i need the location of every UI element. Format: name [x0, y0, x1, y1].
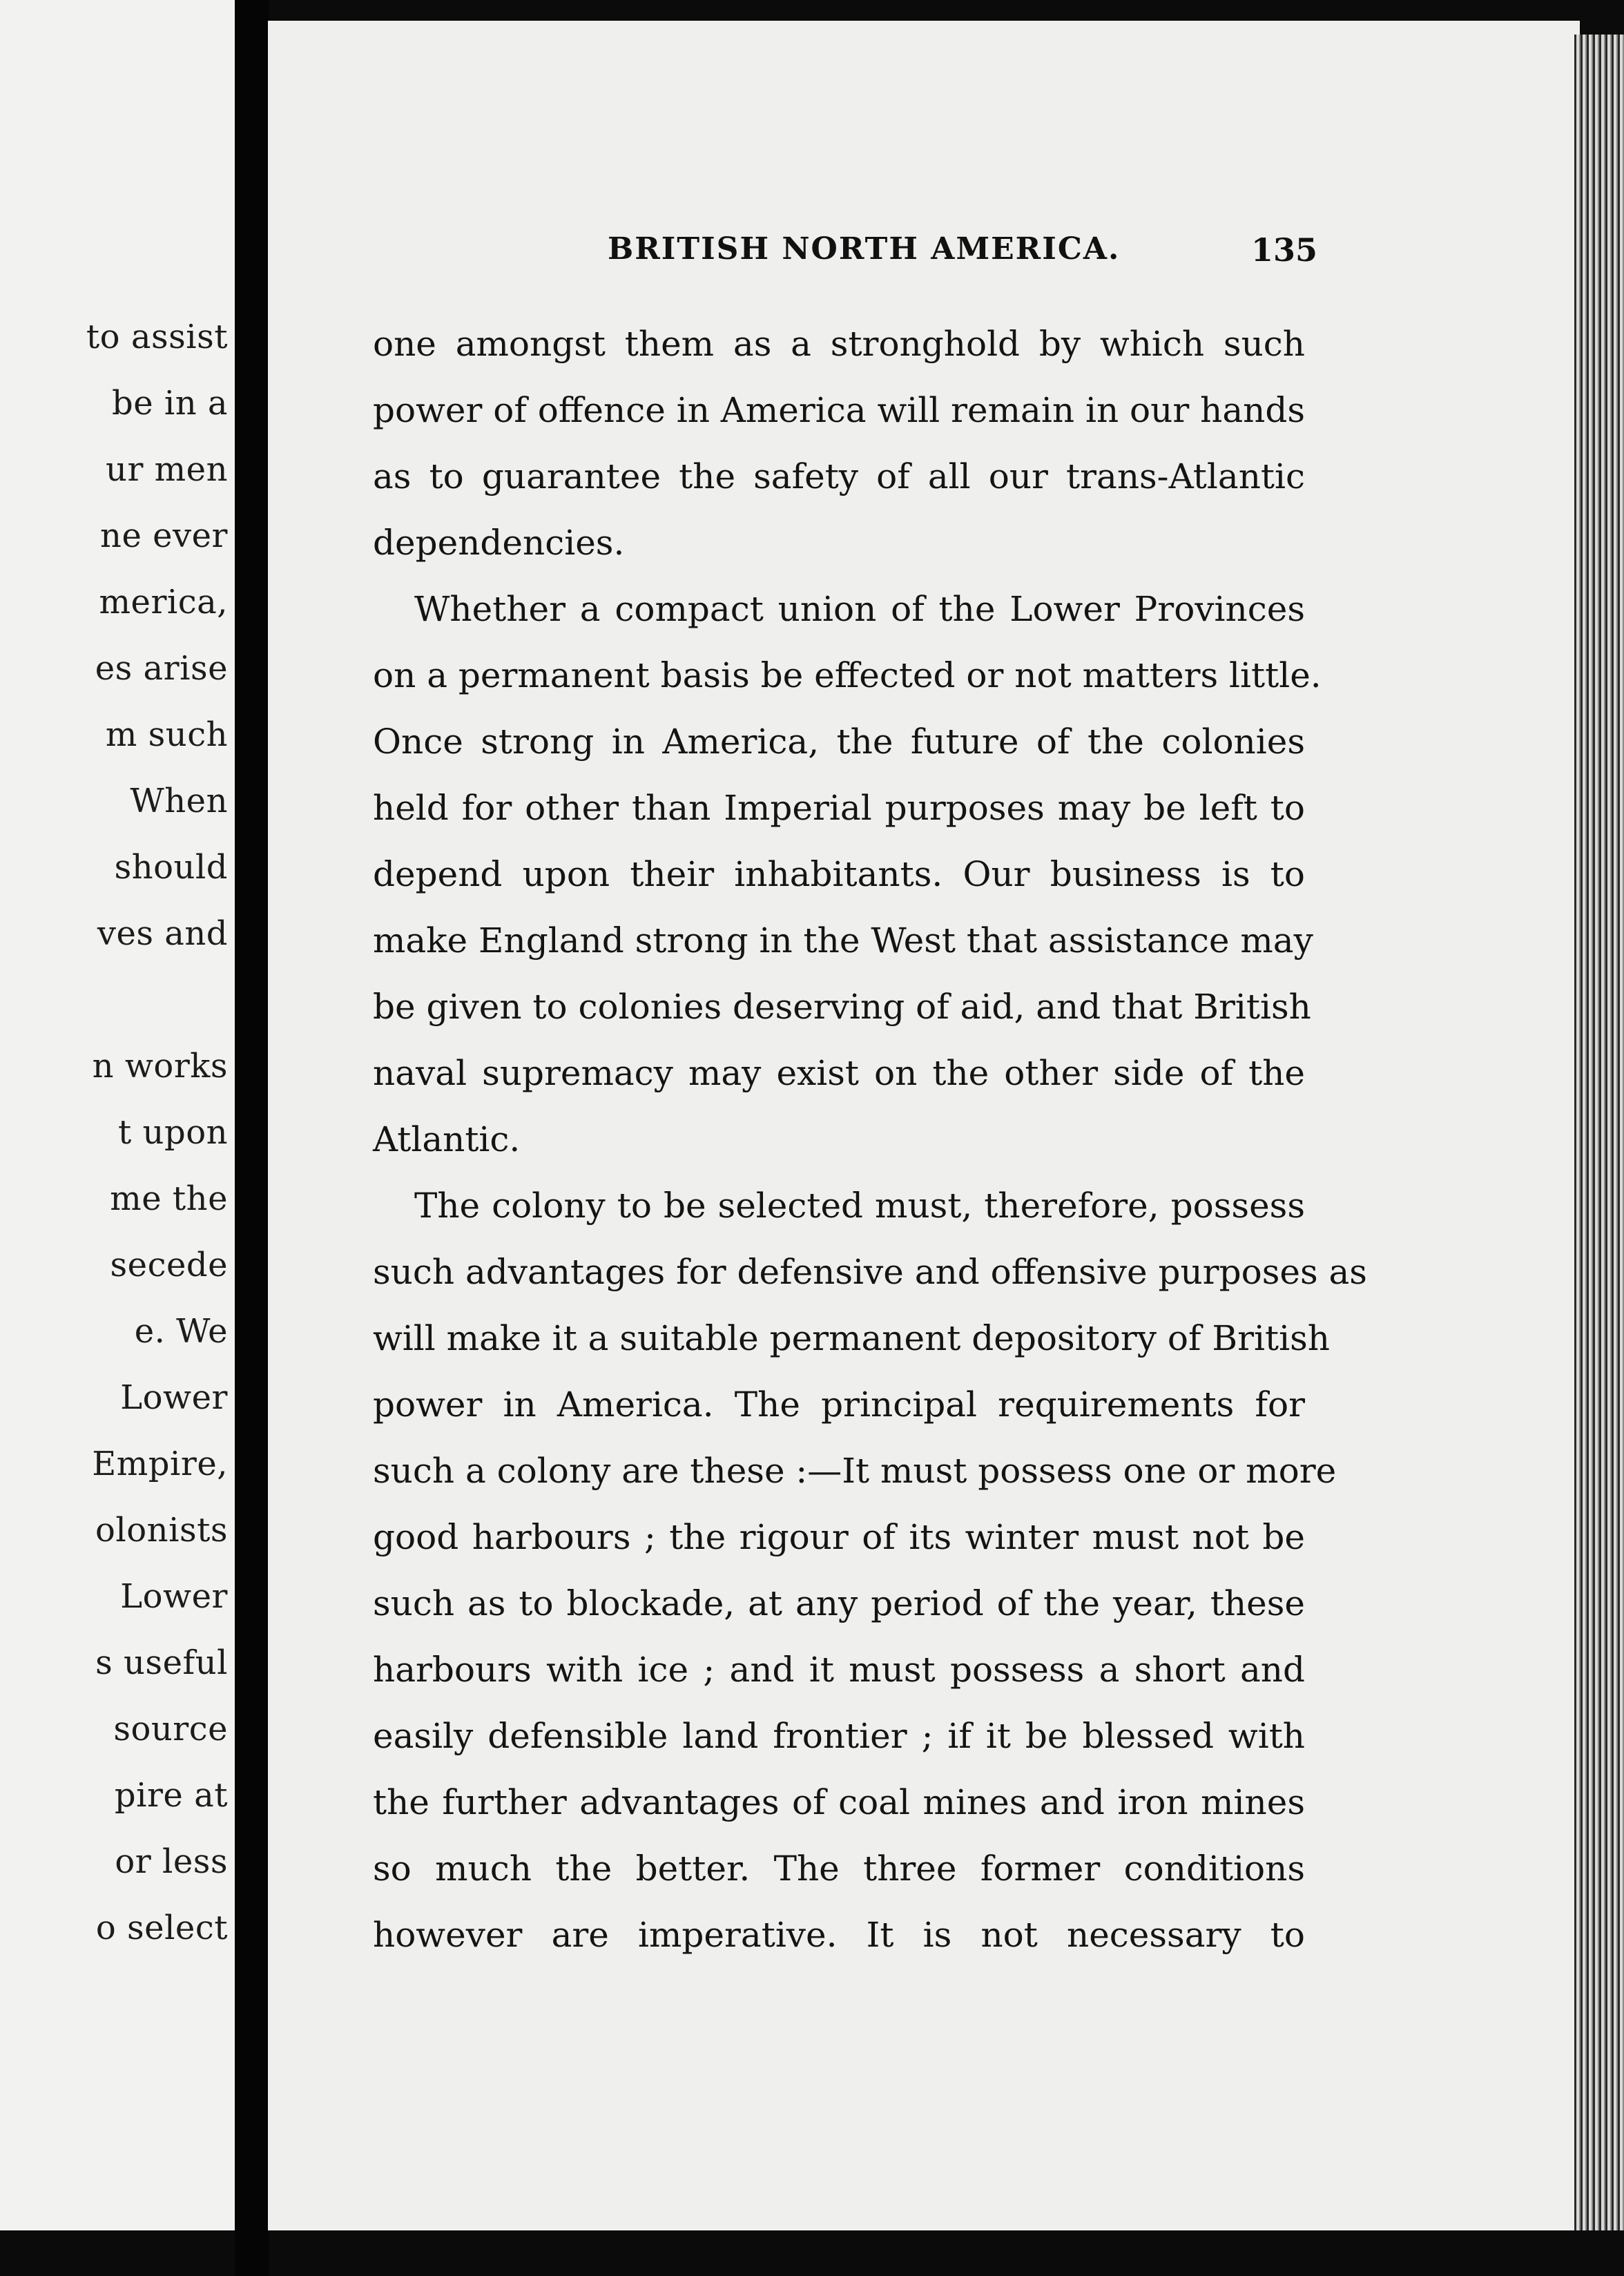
page-edges [1574, 35, 1624, 2230]
left-line: ur men [106, 450, 228, 489]
left-line: m such [105, 715, 228, 754]
text-line: naval supremacy may exist on the other side of the [373, 1053, 1305, 1093]
text-line: such as to blockade, at any period of the year, these [373, 1583, 1305, 1623]
left-page-text [86, 304, 228, 1961]
left-line: secede [110, 1246, 228, 1284]
left-line: to assist [86, 318, 228, 356]
text-line: however are imperative. It is not necessary to [373, 1915, 1305, 1955]
left-line: source [113, 1710, 228, 1748]
text-line: make England strong in the West that assistance may [373, 920, 1313, 961]
text-line: power of offence in America will remain in our hands [373, 390, 1306, 430]
text-line: Atlantic. [373, 1119, 521, 1159]
text-line: depend upon their inhabitants. Our business is to [373, 854, 1305, 894]
text-line: such a colony are these :—It must possess one or more [373, 1451, 1337, 1491]
text-line: good harbours ; the rigour of its winter must not be [373, 1517, 1305, 1557]
page-number: 135 [1251, 231, 1318, 269]
left-line: e. We [134, 1312, 228, 1351]
left-line: olonists [95, 1511, 228, 1550]
left-line: be in a [111, 384, 228, 423]
left-line: n works [92, 1047, 228, 1086]
left-line: ves and [97, 914, 228, 953]
text-line: one amongst them as a stronghold by which such [373, 324, 1305, 364]
text-line: as to guarantee the safety of all our trans-Atlantic [373, 456, 1305, 496]
left-line: o select [95, 1909, 228, 1947]
left-line: t upon [118, 1113, 228, 1152]
text-line: be given to colonies deserving of aid, and that British [373, 987, 1311, 1027]
left-line: Lower [120, 1577, 228, 1616]
text-line: on a permanent basis be effected or not matters little. [373, 655, 1322, 695]
text-line: will make it a suitable permanent depository of British [373, 1318, 1330, 1358]
left-line: ne ever [100, 517, 228, 555]
text-line: harbours with ice ; and it must possess a short and [373, 1650, 1305, 1690]
text-line: Whether a compact union of the Lower Provinces [414, 589, 1305, 629]
left-line: Lower [120, 1378, 228, 1417]
left-line: merica, [99, 583, 228, 621]
text-line: power in America. The principal requirements for [373, 1385, 1305, 1425]
left-line: me the [110, 1179, 228, 1218]
left-line [86, 967, 228, 1033]
left-line: should [114, 848, 228, 887]
left-line: Empire, [92, 1445, 228, 1483]
left-line: pire at [114, 1776, 228, 1815]
text-line: Once strong in America, the future of the colonies [373, 722, 1305, 762]
left-line: s useful [95, 1643, 228, 1682]
text-line: held for other than Imperial purposes may be left to [373, 788, 1305, 828]
book-gutter [235, 0, 269, 2276]
left-line: When [130, 782, 228, 820]
left-page [0, 0, 235, 2230]
body-text [373, 311, 1367, 1968]
running-head: BRITISH NORTH AMERICA. [608, 231, 1121, 267]
text-line: dependencies. [373, 523, 625, 563]
text-line: The colony to be selected must, therefore, possess [414, 1186, 1305, 1226]
text-line: such advantages for defensive and offensive purposes as [373, 1252, 1367, 1292]
left-line: or less [115, 1842, 228, 1881]
text-line: so much the better. The three former conditions [373, 1849, 1305, 1889]
left-line: es arise [95, 649, 228, 688]
text-line: the further advantages of coal mines and iron mines [373, 1782, 1305, 1822]
text-line: easily defensible land frontier ; if it be blessed with [373, 1716, 1305, 1756]
